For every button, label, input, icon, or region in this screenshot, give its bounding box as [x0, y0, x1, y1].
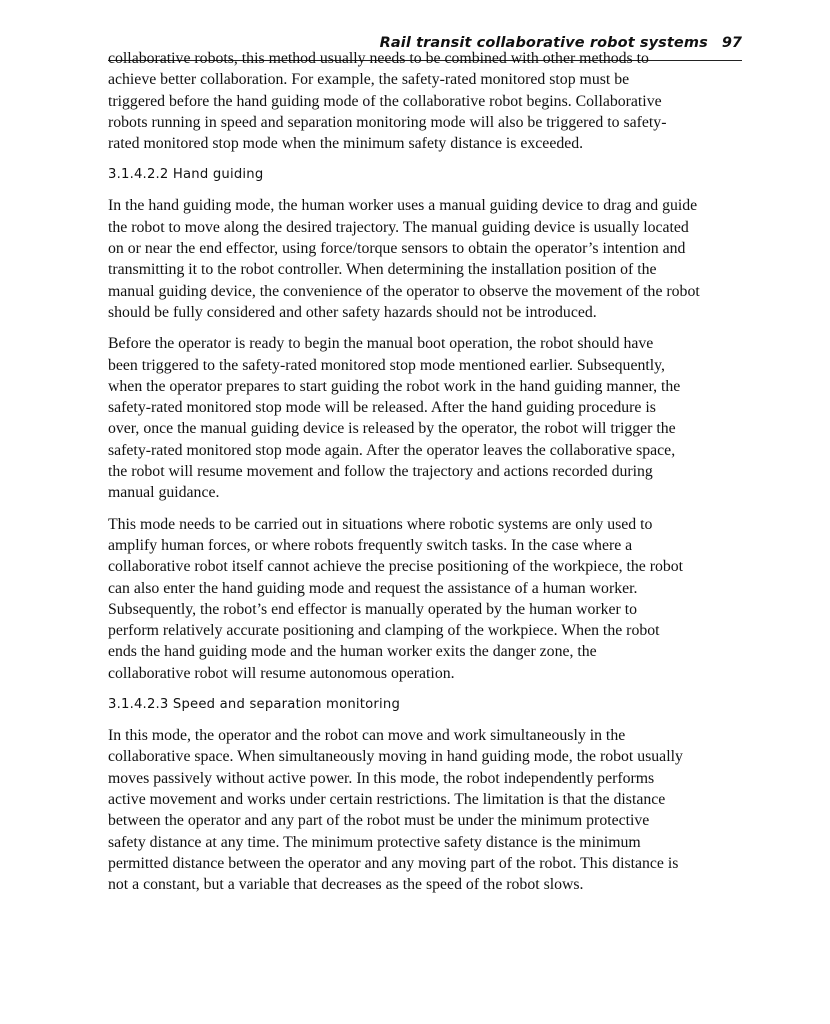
text-line: been triggered to the safety-rated monitored stop mode mentioned earlier. Subsequently, — [108, 356, 665, 374]
text-line: This mode needs to be carried out in situations where robotic systems are only used to — [108, 515, 653, 533]
text-line: collaborative space. When simultaneously moving in hand guiding mode, the robot usually — [108, 748, 683, 766]
text-line: manual guidance. — [108, 484, 220, 502]
text-line: moves passively without active power. In this mode, the robot independently performs — [108, 769, 655, 787]
paragraph-hand-guiding-3 — [108, 514, 742, 684]
text-line: manual guiding device, the convenience of the operator to observe the movement of the robot — [108, 282, 700, 300]
paragraph-hand-guiding-2 — [108, 333, 742, 503]
paragraph-intro-continued — [108, 48, 742, 154]
text-line: robots running in speed and separation monitoring mode will also be triggered to safety- — [108, 113, 667, 131]
text-line: rated monitored stop mode when the minimum safety distance is exceeded. — [108, 135, 584, 153]
text-line: when the operator prepares to start guiding the robot work in the hand guiding manner, the — [108, 377, 681, 395]
text-line: should be fully considered and other safety hazards should not be introduced. — [108, 303, 597, 321]
text-line: triggered before the hand guiding mode of the collaborative robot begins. Collaborative — [108, 92, 662, 110]
text-line: over, once the manual guiding device is released by the operator, the robot will trigger the — [108, 420, 676, 438]
text-line: safety-rated monitored stop mode again. After the operator leaves the collaborative space, — [108, 441, 676, 459]
text-line: achieve better collaboration. For example, the safety-rated monitored stop must be — [108, 71, 630, 89]
text-line: Subsequently, the robot’s end effector is manually operated by the human worker to — [108, 600, 638, 618]
section-heading-hand-guiding: 3.1.4.2.2 Hand guiding — [108, 167, 264, 183]
page-body — [108, 48, 742, 905]
text-line: the robot to move along the desired trajectory. The manual guiding device is usually located — [108, 218, 689, 236]
paragraph-speed-separation — [108, 725, 742, 895]
text-line: on or near the end effector, using force/torque sensors to obtain the operator’s intention and — [108, 240, 686, 258]
text-line: not a constant, but a variable that decreases as the speed of the robot slows. — [108, 876, 584, 894]
text-line: the robot will resume movement and follow the trajectory and actions recorded during — [108, 463, 653, 481]
page-number: 97 — [721, 35, 742, 51]
text-line: permitted distance between the operator and any moving part of the robot. This distance is — [108, 854, 679, 872]
text-line: safety-rated monitored stop mode will be released. After the hand guiding procedure is — [108, 399, 656, 417]
text-line: safety distance at any time. The minimum protective safety distance is the minimum — [108, 833, 641, 851]
text-line: In the hand guiding mode, the human worker uses a manual guiding device to drag and guide — [108, 197, 698, 215]
text-line: ends the hand guiding mode and the human worker exits the danger zone, the — [108, 643, 597, 661]
text-line: active movement and works under certain restrictions. The limitation is that the distance — [108, 790, 666, 808]
text-line: collaborative robots, this method usually needs to be combined with other methods to — [108, 50, 649, 67]
section-heading-speed-separation: 3.1.4.2.3 Speed and separation monitoring — [108, 697, 401, 713]
text-line: between the operator and any part of the robot must be under the minimum protective — [108, 812, 650, 830]
text-line: Before the operator is ready to begin the manual boot operation, the robot should have — [108, 335, 654, 353]
text-line: transmitting it to the robot controller. When determining the installation position of the — [108, 261, 657, 279]
text-line: amplify human forces, or where robots frequently switch tasks. In the case where a — [108, 536, 633, 554]
text-line: collaborative robot itself cannot achieve the precise positioning of the workpiece, the robot — [108, 558, 684, 576]
paragraph-hand-guiding-1 — [108, 195, 742, 323]
text-line: can also enter the hand guiding mode and request the assistance of a human worker. — [108, 579, 638, 597]
running-head-title: Rail transit collaborative robot systems — [379, 35, 708, 51]
text-line: perform relatively accurate positioning and clamping of the workpiece. When the robot — [108, 622, 660, 640]
text-line: collaborative robot will resume autonomous operation. — [108, 664, 455, 682]
text-line: In this mode, the operator and the robot can move and work simultaneously in the — [108, 727, 626, 745]
